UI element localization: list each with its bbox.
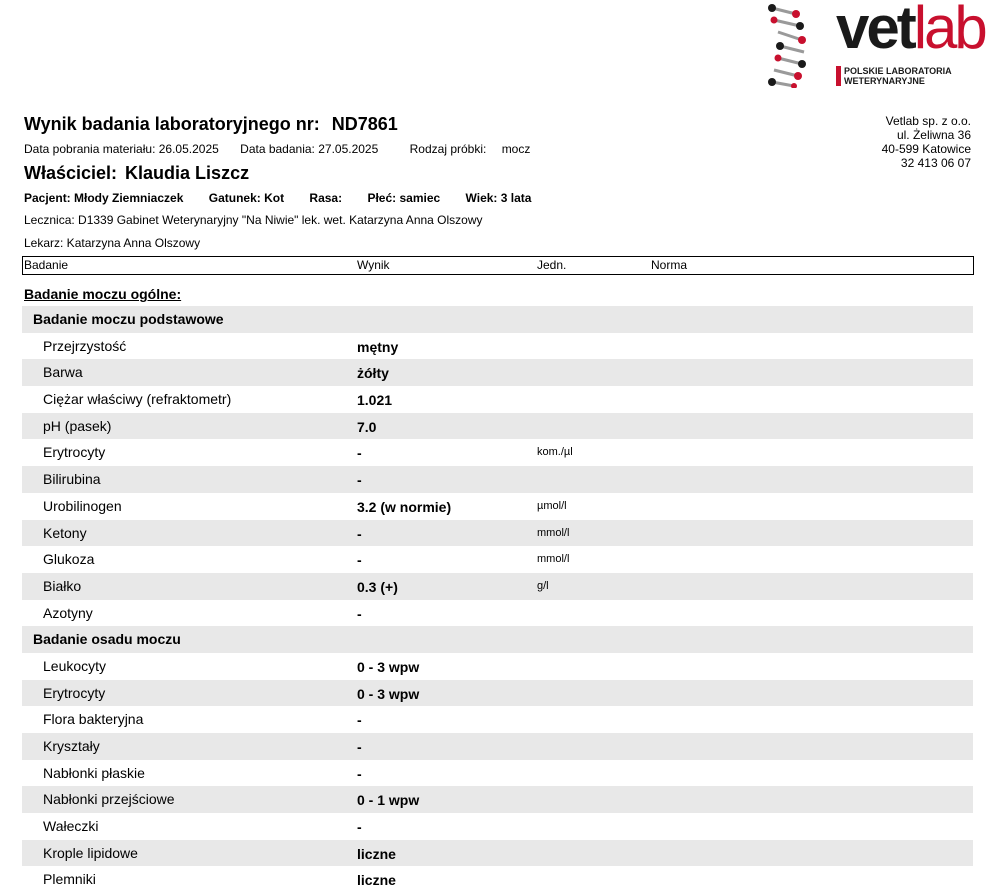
results-table-header <box>22 256 974 275</box>
table-row <box>22 866 973 893</box>
test-result: - <box>357 525 362 542</box>
logo-wordmark <box>836 0 985 61</box>
column-header-result: Wynik <box>357 258 390 272</box>
report-meta <box>24 142 530 156</box>
test-name: Kryształy <box>43 738 100 754</box>
patient-age: Wiek: 3 lata <box>465 191 532 205</box>
table-row <box>22 786 973 813</box>
test-name: Urobilinogen <box>43 497 122 514</box>
company-address <box>882 114 971 170</box>
report-number: ND7861 <box>331 114 398 134</box>
test-unit: kom./µl <box>537 446 573 459</box>
test-name: Erytrocyty <box>43 444 106 461</box>
test-name: Nabłonki przejściowe <box>43 791 175 808</box>
table-row <box>22 439 973 466</box>
patient-sex: Płeć: samiec <box>367 191 441 205</box>
test-name: Plemniki <box>43 871 96 888</box>
sample-type-value: mocz <box>501 142 531 156</box>
table-group-row <box>22 306 973 333</box>
test-result: - <box>357 605 362 622</box>
test-unit: mmol/l <box>537 526 570 539</box>
logo-subtitle-line2: WETERYNARYJNE <box>844 76 925 86</box>
dna-helix-icon <box>766 4 838 88</box>
group-name: Badanie osadu moczu <box>33 631 181 648</box>
test-name: Erytrocyty <box>43 684 106 701</box>
table-group-row <box>22 626 973 653</box>
patient-breed: Rasa: <box>309 191 343 205</box>
column-header-test: Badanie <box>24 258 69 272</box>
test-unit: mmol/l <box>537 553 570 566</box>
patient-species: Gatunek: Kot <box>208 191 285 205</box>
test-date: Data badania: 27.05.2025 <box>240 142 379 156</box>
test-result: - <box>357 819 362 836</box>
report-title-label: Wynik badania laboratoryjnego nr: <box>24 114 320 134</box>
test-name: Wałeczki <box>43 818 99 835</box>
test-name: pH (pasek) <box>43 417 112 434</box>
test-name: Azotyny <box>43 604 93 621</box>
table-row <box>22 840 973 867</box>
table-row <box>22 600 973 627</box>
logo-wordmark-vet: vet <box>836 0 914 61</box>
test-result: 1.021 <box>357 392 393 409</box>
company-city: 40-599 Katowice <box>881 142 971 156</box>
test-result: liczne <box>357 845 396 862</box>
table-row <box>22 466 973 493</box>
test-result: 0 - 3 wpw <box>357 658 420 675</box>
test-result: 0 - 3 wpw <box>357 685 420 702</box>
test-result: żółty <box>357 365 389 382</box>
test-name: Bilirubina <box>43 471 101 488</box>
patient-name: Pacjent: Młody Ziemniaczek <box>24 191 184 205</box>
company-street: ul. Żeliwna 36 <box>896 128 971 142</box>
sample-type-label: Rodzaj próbki: <box>409 142 487 156</box>
logo-subtitle-line1: POLSKIE LABORATORIA <box>844 66 952 76</box>
test-result: - <box>357 552 362 569</box>
results-table <box>22 306 973 893</box>
section-title: Badanie moczu ogólne: <box>24 286 182 302</box>
test-name: Glukoza <box>43 551 95 568</box>
test-result: liczne <box>357 872 396 889</box>
test-name: Leukocyty <box>43 657 107 674</box>
table-row <box>22 359 973 386</box>
owner-label: Właściciel: <box>24 163 118 183</box>
company-name: Vetlab sp. z o.o. <box>885 114 971 128</box>
company-phone: 32 413 06 07 <box>900 156 971 170</box>
table-row <box>22 813 973 840</box>
clinic-info: Lecznica: D1339 Gabinet Weterynaryjny "Na Niwie" lek. wet. Katarzyna Anna Olszowy <box>24 213 483 227</box>
table-row <box>22 733 973 760</box>
column-header-unit: Jedn. <box>537 258 567 272</box>
test-result: 3.2 (w normie) <box>357 498 452 515</box>
logo-wordmark-lab: lab <box>913 0 985 61</box>
table-row <box>22 706 973 733</box>
table-row <box>22 493 973 520</box>
vetlab-logo <box>766 0 985 88</box>
test-result: mętny <box>357 338 399 355</box>
test-name: Ketony <box>43 524 87 541</box>
test-result: - <box>357 712 362 729</box>
test-name: Białko <box>43 577 82 594</box>
column-header-norm: Norma <box>651 258 688 272</box>
test-result: 7.0 <box>357 418 377 435</box>
test-name: Przejrzystość <box>43 337 127 354</box>
logo-subtitle <box>844 66 952 86</box>
test-name: Krople lipidowe <box>43 844 138 861</box>
test-result: - <box>357 739 362 755</box>
table-row <box>22 413 973 440</box>
test-result: - <box>357 445 362 462</box>
patient-info <box>24 191 553 205</box>
table-row <box>22 386 973 413</box>
doctor-info: Lekarz: Katarzyna Anna Olszowy <box>24 236 201 250</box>
test-unit: µmol/l <box>537 499 567 512</box>
test-name: Flora bakteryjna <box>43 711 144 728</box>
test-name: Barwa <box>43 364 83 381</box>
table-row <box>22 546 973 573</box>
logo-red-bar <box>836 66 841 86</box>
test-result: - <box>357 765 362 782</box>
test-unit: g/l <box>537 579 549 592</box>
owner <box>24 163 249 184</box>
test-result: 0.3 (+) <box>357 578 398 595</box>
test-result: - <box>357 472 362 489</box>
table-row <box>22 573 973 600</box>
table-row <box>22 680 973 707</box>
table-row <box>22 333 973 360</box>
test-result: 0 - 1 wpw <box>357 792 420 809</box>
report-title <box>24 114 398 135</box>
table-row <box>22 760 973 787</box>
collection-date: Data pobrania materiału: 26.05.2025 <box>24 142 219 156</box>
table-row <box>22 653 973 680</box>
test-name: Nabłonki płaskie <box>43 764 145 781</box>
test-name: Ciężar właściwy (refraktometr) <box>43 391 232 408</box>
owner-name: Klaudia Liszcz <box>125 163 250 183</box>
group-name: Badanie moczu podstawowe <box>33 311 224 327</box>
table-row <box>22 520 973 547</box>
